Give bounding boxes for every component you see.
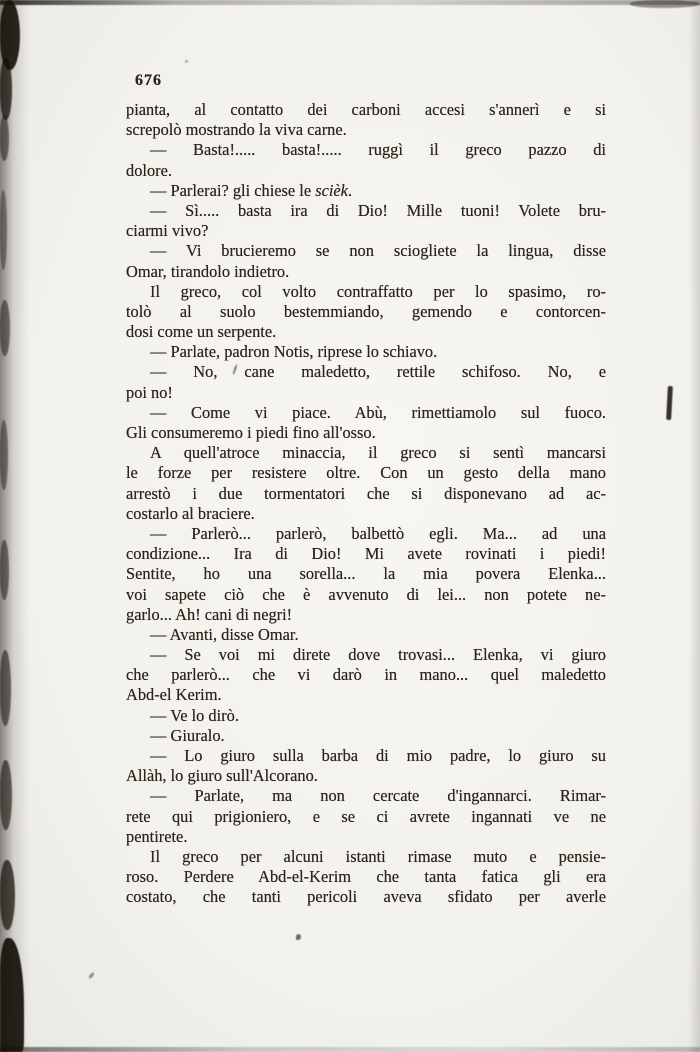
text-line: — Parlerò... parlerò, balbettò egli. Ma... ad una: [150, 523, 606, 543]
scan-blob: [0, 650, 11, 726]
right-edge-mark: [666, 386, 673, 420]
text-line: le forze per resistere oltre. Con un gesto della mano: [126, 463, 606, 483]
text-line: tolò al suolo bestemmiando, gemendo e contorcen-: [126, 301, 606, 321]
text-line: poi no!: [126, 382, 173, 402]
text-line: Sentite, ho una sorella... la mia povera Elenka...: [126, 564, 606, 584]
ink-speck: [296, 934, 301, 940]
scan-blob: [630, 0, 700, 8]
text-line: — Come vi piace. Abù, rimettiamolo sul fuoco.: [150, 402, 606, 422]
text-line: pianta, al contatto dei carboni accesi s'annerì e si: [126, 100, 606, 119]
page-number: 676: [135, 72, 162, 89]
text-line: dosi come un serpente.: [126, 322, 277, 342]
scan-blob: [0, 58, 12, 120]
text-line: voi sapete ciò che è avvenuto di lei... non potete ne-: [126, 584, 606, 604]
text-line: — Sì..... basta ira di Dio! Mille tuoni! Volete bru-: [150, 200, 606, 220]
text-line: — Vi brucieremo se non sciogliete la lingua, disse: [150, 241, 606, 261]
ink-speck: [185, 60, 188, 63]
text-line: ciarmi vivo?: [126, 221, 209, 241]
text-line: costato, che tanti pericoli aveva sfidato per averle: [126, 887, 606, 907]
scan-blob: [0, 190, 7, 270]
text-block: [126, 100, 606, 908]
right-edge-shade: [688, 0, 700, 1052]
top-edge-smudge: [0, 0, 700, 5]
ink-speck: [88, 972, 95, 979]
text-line: rete qui prigioniero, e se ci avrete ingannati ve ne: [126, 806, 606, 826]
text-line: screpolò mostrando la viva carne.: [126, 120, 347, 140]
scan-blob: [0, 115, 9, 161]
text-line: arrestò i due tormentatori che si disponevano ad ac-: [126, 483, 606, 503]
text-line: — Parlate, padron Notis, riprese lo schiavo.: [150, 342, 438, 362]
text-line: — Basta!..... basta!..... ruggì il greco pazzo di: [150, 140, 606, 160]
bottom-edge-smudge: [0, 1047, 700, 1052]
scan-blob: [0, 860, 15, 930]
scan-blob: [0, 300, 10, 356]
text-line: condizione... Ira di Dio! Mi avete rovinati i piedi!: [126, 544, 606, 564]
text-line: pentirete.: [126, 826, 188, 846]
text-line: Gli consumeremo i piedi fino all'osso.: [126, 423, 376, 442]
text-line: che parlerò... che vi darò in mano... quel maledetto: [126, 665, 606, 685]
text-line: — Parlerai? gli chiese le scièk.: [150, 180, 353, 200]
text-line: Il greco, col volto contraffatto per lo spasimo, ro-: [150, 281, 606, 301]
text-line: — Ve lo dirò.: [150, 705, 239, 725]
text-line: Il greco per alcuni istanti rimase muto e pensie-: [150, 846, 606, 866]
text-line: — Giuralo.: [150, 725, 225, 745]
text-line: — Parlate, ma non cercate d'ingannarci. Rimar-: [150, 786, 606, 806]
scan-blob: [0, 540, 9, 600]
text-line: garlo... Ah! cani di negri!: [126, 604, 293, 624]
text-line: roso. Perdere Abd-el-Kerim che tanta fatica gli era: [126, 867, 606, 887]
text-line: — Avanti, disse Omar.: [150, 624, 299, 644]
text-line: Omar, tirandolo indietro.: [126, 261, 290, 281]
text-line: — Se voi mi direte dove trovasi... Elenka, vi giuro: [150, 645, 606, 665]
text-line: A quell'atroce minaccia, il greco si sentì mancarsi: [150, 443, 606, 463]
scan-blob: [0, 420, 8, 490]
text-line: — Lo giuro sulla barba di mio padre, lo giuro su: [150, 746, 606, 765]
scan-blob: [0, 760, 12, 830]
text-line: dolore.: [126, 160, 172, 180]
text-line: costarlo al braciere.: [126, 503, 255, 523]
text-line: Allàh, lo giuro sull'Alcorano.: [126, 766, 318, 786]
text-line: Abd-el Kerim.: [126, 685, 222, 705]
text-line: — No, cane maledetto, rettile schifoso. No, e: [150, 362, 606, 382]
